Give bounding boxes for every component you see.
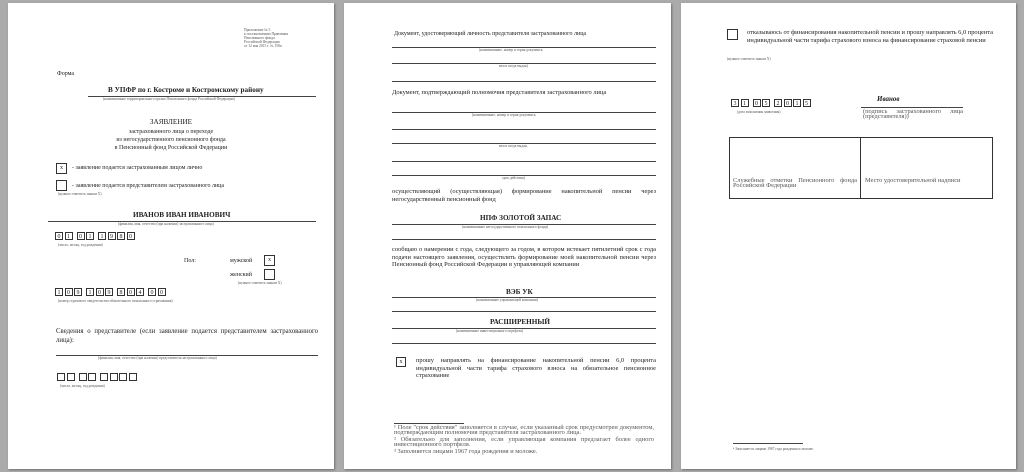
- digit-cell: 2: [774, 99, 782, 107]
- option-self-label: - заявление подается застрахованным лицом лично: [72, 165, 203, 171]
- digit-cell: 0: [127, 288, 135, 296]
- digit-cell: 1: [86, 232, 94, 240]
- digit-cell: 0: [784, 99, 792, 107]
- annex-line: к постановлению Правления: [244, 31, 288, 36]
- doc-caption: (наименование, номер и серия документа,: [479, 48, 544, 52]
- refusal-caption: (нужное отметить знаком Х): [727, 57, 771, 61]
- digit-cell: [119, 373, 127, 381]
- rep-birth-caption: (число, месяц, год рождения): [60, 384, 105, 388]
- option-caption: (нужное отметить знаком Х): [58, 192, 102, 196]
- digit-cell: 0: [65, 288, 73, 296]
- rep-birth-cells: [57, 373, 138, 381]
- digit-cell: 0: [753, 99, 761, 107]
- stamp-left-label: Служебные отметки Пенсионного фонда Российской Федерации: [733, 177, 857, 189]
- annex-line: Российской Федерации: [244, 39, 280, 44]
- birth-caption: (число, месяц, год рождения): [58, 243, 103, 247]
- form-page-2: [344, 3, 671, 469]
- female-checkbox[interactable]: [264, 269, 275, 280]
- signature: Иванов: [877, 95, 900, 103]
- digit-cell: 8: [117, 288, 125, 296]
- digit-cell: 1: [98, 232, 106, 240]
- form-label: Форма: [57, 71, 75, 77]
- gender-label: Пол:: [184, 258, 196, 264]
- digit-cell: [57, 373, 65, 381]
- birth-date-cells: [55, 232, 136, 240]
- request-text: прошу направлять на финансирование накопительной пенсии 6,0 процента индивидуальной части тарифа страхового взноса на обязательное пенсионное страхование: [416, 357, 656, 380]
- annex-line: Пенсионного фонда: [244, 35, 275, 40]
- digit-cell: 0: [158, 288, 166, 296]
- digit-cell: [129, 373, 137, 381]
- form-page-3: [681, 3, 1016, 469]
- portfolio-caption: (наименование инвестиционного портфеля): [456, 329, 524, 333]
- refusal-checkbox[interactable]: [727, 29, 738, 40]
- digit-cell: 1: [793, 99, 801, 107]
- recipient-name: В УПФР по г. Костроме и Костромскому району: [108, 86, 264, 94]
- footnote-1: ¹ Поле "срок действия" заполняется в случае, если указанный срок предусмотрен документом, подтверждающим полномочия представителя застрахованного лица.: [394, 424, 654, 436]
- portfolio-name: РАСШИРЕННЫЙ: [490, 318, 550, 326]
- fill-date-cells: [731, 99, 812, 107]
- stamp-table: [729, 137, 993, 199]
- fund-name: НПФ ЗОЛОТОЙ ЗАПАС: [480, 214, 562, 222]
- title-line: застрахованного лица о переходе: [128, 129, 214, 135]
- title-line: в Пенсионный фонд Российской Федерации: [114, 145, 228, 151]
- digit-cell: 1: [55, 288, 63, 296]
- self-checkbox[interactable]: х: [56, 163, 67, 174]
- footnote-4: ⁴ Заполняется лицами 1967 года рождения и моложе.: [733, 447, 814, 451]
- rep-fio-caption: (фамилия, имя, отчество (при наличии) представителя застрахованного лица): [98, 356, 217, 360]
- footnote-2: ² Обязательно для заполнения, если управляющая компания предлагает более одного инвестиционного портфеля.: [394, 436, 654, 448]
- digit-cell: 8: [117, 232, 125, 240]
- digit-cell: 9: [105, 288, 113, 296]
- digit-cell: [110, 373, 118, 381]
- doc-identity-label: Документ, удостоверяющий личность представителя застрахованного лица: [394, 31, 587, 37]
- signature-caption: (подпись застрахованного лица (представителя)): [863, 108, 963, 120]
- digit-cell: 1: [65, 232, 73, 240]
- digit-cell: 5: [803, 99, 811, 107]
- annex-block: [244, 29, 288, 49]
- digit-cell: 3: [731, 99, 739, 107]
- gender-caption: (нужное отметить знаком Х): [238, 281, 282, 285]
- footnote-3: ³ Заполняется лицами 1967 года рождения и моложе.: [394, 448, 538, 455]
- digit-cell: [88, 373, 96, 381]
- digit-cell: 9: [74, 288, 82, 296]
- digit-cell: [79, 373, 87, 381]
- doc-authority-label: Документ, подтверждающий полномочия представителя застрахованного лица: [392, 89, 607, 96]
- annex-line: Приложение № 5: [244, 28, 271, 32]
- snils-caption: (номер страхового свидетельства обязательного пенсионного страхования): [58, 299, 173, 303]
- request-checkbox[interactable]: х: [396, 357, 406, 367]
- digit-cell: [100, 373, 108, 381]
- title-line: из негосударственного пенсионного фонда: [116, 137, 226, 143]
- option-rep-label: - заявление подается представителем застрахованного лица: [72, 183, 225, 189]
- intent-text: сообщаю о намерении с года, следующего за годом, в котором истекает пятилетний срок с года подачи настоящего заявления, осуществлять формирование моей накопительной пенсии через Пенсионный фонд Российской Федерации в управляющей компании: [392, 246, 656, 269]
- digit-cell: 5: [762, 99, 770, 107]
- male-checkbox[interactable]: х: [264, 255, 275, 266]
- annex-line: от 12 мая 2015 г. № 158п: [244, 43, 282, 48]
- digit-cell: 0: [55, 232, 63, 240]
- insured-name: ИВАНОВ ИВАН ИВАНОВИЧ: [133, 211, 231, 219]
- doc-caption: кем и когда выдан,: [499, 144, 528, 148]
- company-caption: (наименование управляющей компании): [476, 298, 538, 302]
- rep-info-text: Сведения о представителе (если заявление подается представителем застрахованного лица):: [56, 328, 318, 344]
- rep-checkbox[interactable]: [56, 180, 67, 191]
- digit-cell: 0: [148, 288, 156, 296]
- doc-caption: (наименование, номер и серия документа,: [472, 113, 537, 117]
- female-label: женский: [230, 272, 252, 278]
- digit-cell: 0: [127, 232, 135, 240]
- snils-cells: [55, 288, 167, 296]
- doc-caption: кем и когда выдан): [499, 64, 528, 68]
- stamp-right-label: Место удостоверительной надписи: [865, 177, 961, 184]
- form-title: ЗАЯВЛЕНИЕ: [149, 118, 193, 126]
- date-caption: (дата заполнения заявления): [737, 110, 781, 114]
- digit-cell: 1: [741, 99, 749, 107]
- doc-caption: срок действия): [502, 176, 525, 180]
- digit-cell: 0: [96, 288, 104, 296]
- fio-caption: (фамилия, имя, отчество (при наличии) застрахованного лица): [118, 222, 214, 226]
- digit-cell: 9: [108, 232, 116, 240]
- digit-cell: 4: [136, 288, 144, 296]
- digit-cell: 1: [86, 288, 94, 296]
- company-name: ВЭБ УК: [506, 288, 533, 296]
- digit-cell: 0: [77, 232, 85, 240]
- male-label: мужской: [230, 258, 253, 264]
- fund-intro: осуществляющий (осуществляющая) формирование накопительной пенсии через негосударственный пенсионный фонд: [392, 188, 656, 203]
- fund-caption: (наименование негосударственного пенсионного фонда): [462, 225, 549, 229]
- form-page-1: [8, 3, 334, 469]
- refusal-text: отказываюсь от финансирования накопительной пенсии и прошу направлять 6,0 процента индивидуальной части тарифа страхового взноса на финансирование страховой пенсии: [747, 29, 993, 44]
- digit-cell: [67, 373, 75, 381]
- recipient-caption: (наименование территориального органа Пенсионного фонда Российской Федерации): [103, 97, 235, 101]
